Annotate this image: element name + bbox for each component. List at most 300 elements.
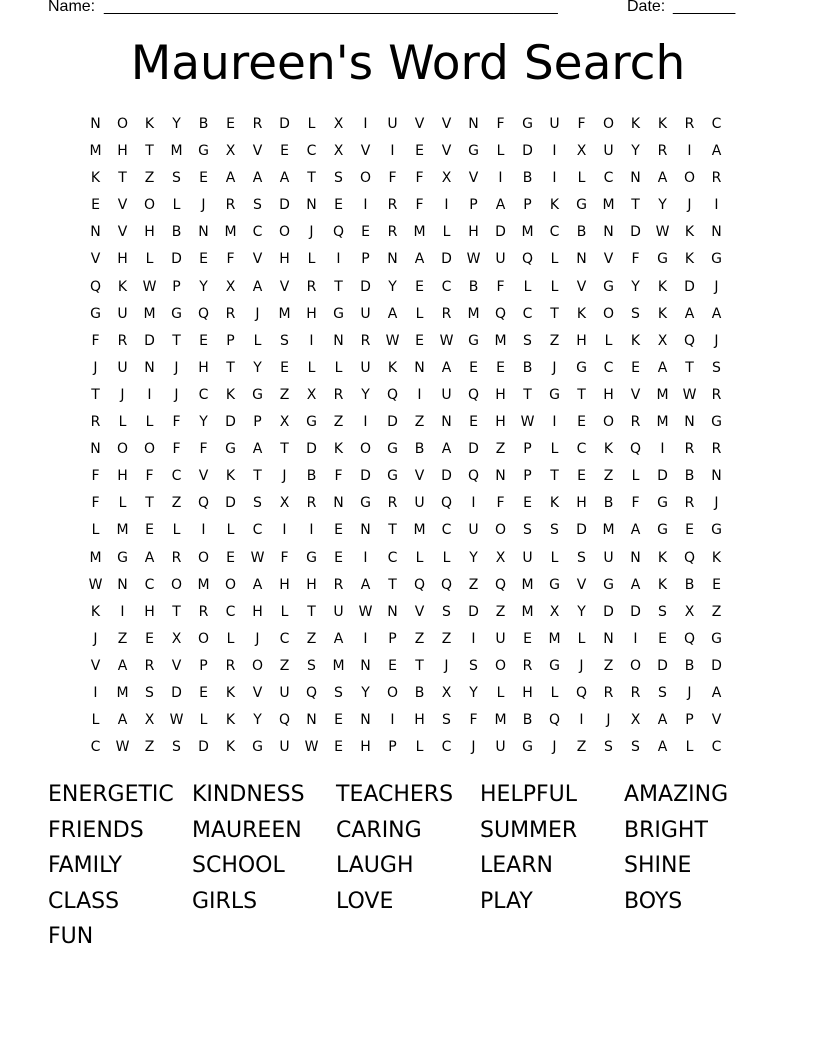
grid-letter[interactable]: L — [91, 522, 100, 539]
grid-letter[interactable]: I — [363, 549, 368, 566]
grid-letter[interactable]: R — [171, 549, 182, 566]
grid-letter[interactable]: I — [390, 712, 395, 729]
grid-letter[interactable]: F — [91, 495, 100, 512]
grid-letter[interactable]: F — [226, 251, 235, 268]
grid-letter[interactable]: J — [471, 739, 476, 756]
grid-letter[interactable]: Z — [333, 414, 344, 431]
grid-letter[interactable]: H — [144, 224, 155, 241]
grid-letter[interactable]: E — [199, 170, 208, 187]
grid-letter[interactable]: F — [172, 441, 181, 458]
grid-letter[interactable]: A — [684, 305, 695, 322]
grid-letter[interactable]: C — [549, 224, 560, 241]
grid-letter[interactable]: G — [198, 143, 209, 160]
grid-letter[interactable]: T — [550, 468, 559, 485]
grid-letter[interactable]: G — [117, 549, 128, 566]
grid-letter[interactable]: P — [523, 441, 532, 458]
grid-letter[interactable]: I — [282, 522, 287, 539]
grid-letter[interactable]: D — [603, 603, 614, 620]
grid-letter[interactable]: I — [120, 603, 125, 620]
grid-letter[interactable]: A — [441, 359, 452, 376]
grid-letter[interactable]: O — [116, 116, 129, 132]
grid-letter[interactable]: J — [714, 278, 719, 295]
grid-letter[interactable]: M — [89, 549, 102, 566]
grid-letter[interactable]: A — [117, 657, 128, 674]
grid-letter[interactable]: A — [495, 197, 506, 214]
grid-letter[interactable]: Q — [548, 712, 561, 729]
grid-letter[interactable]: Y — [199, 414, 208, 431]
grid-letter[interactable]: L — [415, 305, 424, 322]
grid-letter[interactable]: H — [306, 576, 317, 593]
grid-letter[interactable]: Y — [658, 197, 667, 214]
grid-letter[interactable]: Q — [278, 712, 291, 729]
grid-letter[interactable]: Q — [521, 251, 534, 268]
grid-letter[interactable]: O — [602, 305, 615, 322]
grid-letter[interactable]: S — [577, 549, 586, 566]
grid-letter[interactable]: E — [145, 630, 154, 647]
grid-letter[interactable]: D — [144, 332, 155, 349]
grid-letter[interactable]: E — [334, 522, 343, 539]
grid-letter[interactable]: R — [306, 495, 317, 512]
grid-letter[interactable]: O — [683, 170, 696, 187]
grid-letter[interactable]: X — [630, 712, 641, 729]
grid-letter[interactable]: M — [116, 522, 129, 539]
grid-letter[interactable]: R — [225, 657, 236, 674]
grid-letter[interactable]: E — [280, 359, 289, 376]
grid-letter[interactable]: G — [387, 468, 398, 485]
grid-letter[interactable]: Y — [361, 386, 370, 403]
grid-letter[interactable]: U — [117, 305, 128, 322]
grid-letter[interactable]: D — [630, 224, 641, 241]
grid-letter[interactable]: R — [630, 684, 641, 701]
grid-letter[interactable]: Z — [495, 441, 506, 458]
grid-letter[interactable]: G — [306, 414, 317, 431]
grid-letter[interactable]: V — [198, 468, 209, 485]
grid-letter[interactable]: T — [307, 603, 316, 620]
grid-letter[interactable]: Q — [386, 386, 399, 403]
grid-letter[interactable]: P — [226, 332, 235, 349]
grid-letter[interactable]: X — [684, 603, 695, 620]
grid-letter[interactable]: N — [684, 414, 695, 431]
grid-letter[interactable]: X — [279, 495, 290, 512]
grid-letter[interactable]: V — [711, 712, 722, 729]
grid-letter[interactable]: D — [225, 414, 236, 431]
grid-letter[interactable]: Q — [197, 305, 210, 322]
grid-letter[interactable]: N — [360, 522, 371, 539]
grid-letter[interactable]: Y — [253, 712, 262, 729]
grid-letter[interactable]: B — [684, 576, 695, 593]
grid-letter[interactable]: M — [116, 684, 129, 701]
grid-letter[interactable]: X — [549, 603, 560, 620]
grid-letter[interactable]: M — [170, 143, 183, 160]
grid-letter[interactable]: E — [631, 359, 640, 376]
grid-letter[interactable]: H — [252, 603, 263, 620]
grid-letter[interactable]: R — [225, 197, 236, 214]
grid-letter[interactable]: A — [711, 305, 722, 322]
grid-letter[interactable]: A — [657, 712, 668, 729]
grid-letter[interactable]: V — [252, 684, 263, 701]
grid-letter[interactable]: E — [577, 468, 586, 485]
grid-letter[interactable]: E — [658, 630, 667, 647]
grid-letter[interactable]: R — [684, 116, 695, 132]
grid-letter[interactable]: U — [603, 549, 614, 566]
grid-letter[interactable]: H — [117, 468, 128, 485]
grid-letter[interactable]: B — [522, 170, 533, 187]
grid-letter[interactable]: L — [415, 739, 424, 756]
grid-letter[interactable]: R — [360, 332, 371, 349]
grid-letter[interactable]: I — [417, 386, 422, 403]
grid-letter[interactable]: L — [550, 684, 559, 701]
grid-letter[interactable]: C — [90, 739, 101, 756]
grid-letter[interactable]: G — [657, 495, 668, 512]
grid-letter[interactable]: V — [117, 197, 128, 214]
grid-letter[interactable]: I — [552, 143, 557, 160]
grid-letter[interactable]: L — [334, 359, 343, 376]
grid-letter[interactable]: A — [225, 170, 236, 187]
grid-letter[interactable]: B — [684, 468, 695, 485]
grid-letter[interactable]: D — [225, 495, 236, 512]
grid-letter[interactable]: A — [630, 522, 641, 539]
grid-letter[interactable]: H — [603, 386, 614, 403]
grid-letter[interactable]: T — [253, 468, 262, 485]
grid-letter[interactable]: D — [468, 603, 479, 620]
grid-letter[interactable]: L — [91, 712, 100, 729]
grid-letter[interactable]: G — [360, 495, 371, 512]
grid-letter[interactable]: W — [682, 386, 697, 403]
grid-letter[interactable]: M — [602, 522, 615, 539]
grid-letter[interactable]: X — [333, 143, 344, 160]
grid-letter[interactable]: D — [630, 603, 641, 620]
grid-letter[interactable]: C — [252, 522, 263, 539]
grid-letter[interactable]: T — [145, 495, 154, 512]
grid-letter[interactable]: G — [576, 197, 587, 214]
grid-letter[interactable]: D — [522, 143, 533, 160]
grid-letter[interactable]: B — [414, 684, 425, 701]
grid-letter[interactable]: N — [306, 712, 317, 729]
grid-letter[interactable]: N — [495, 468, 506, 485]
grid-letter[interactable]: L — [550, 441, 559, 458]
grid-letter[interactable]: S — [523, 332, 532, 349]
grid-letter[interactable]: N — [90, 441, 101, 458]
grid-letter[interactable]: I — [309, 522, 314, 539]
grid-letter[interactable]: C — [603, 359, 614, 376]
grid-letter[interactable]: P — [685, 712, 694, 729]
grid-letter[interactable]: B — [198, 116, 209, 132]
grid-letter[interactable]: J — [93, 359, 98, 376]
grid-letter[interactable]: Z — [171, 495, 182, 512]
grid-letter[interactable]: C — [279, 630, 290, 647]
grid-letter[interactable]: I — [498, 170, 503, 187]
grid-letter[interactable]: X — [225, 143, 236, 160]
grid-letter[interactable]: O — [197, 630, 210, 647]
grid-letter[interactable]: G — [171, 305, 182, 322]
grid-letter[interactable]: T — [118, 170, 127, 187]
grid-letter[interactable]: I — [444, 197, 449, 214]
grid-letter[interactable]: K — [225, 712, 236, 729]
grid-letter[interactable]: N — [333, 332, 344, 349]
grid-letter[interactable]: X — [306, 386, 317, 403]
grid-letter[interactable]: Y — [172, 116, 181, 132]
grid-letter[interactable]: U — [468, 522, 479, 539]
grid-letter[interactable]: X — [441, 684, 452, 701]
grid-letter[interactable]: W — [520, 414, 535, 431]
grid-letter[interactable]: D — [279, 116, 290, 132]
grid-letter[interactable]: G — [252, 739, 263, 756]
grid-letter[interactable]: Y — [469, 684, 478, 701]
grid-letter[interactable]: U — [495, 630, 506, 647]
grid-letter[interactable]: H — [306, 305, 317, 322]
grid-letter[interactable]: R — [657, 143, 668, 160]
grid-letter[interactable]: D — [171, 684, 182, 701]
grid-letter[interactable]: N — [630, 170, 641, 187]
grid-letter[interactable]: I — [552, 170, 557, 187]
grid-letter[interactable]: L — [307, 116, 316, 132]
grid-letter[interactable]: F — [496, 495, 505, 512]
grid-letter[interactable]: A — [441, 441, 452, 458]
grid-letter[interactable]: I — [363, 116, 368, 132]
date-field[interactable]: _______ — [673, 0, 736, 15]
grid-letter[interactable]: I — [552, 414, 557, 431]
grid-letter[interactable]: J — [174, 386, 179, 403]
grid-letter[interactable]: G — [711, 414, 722, 431]
grid-letter[interactable]: C — [441, 278, 452, 295]
grid-letter[interactable]: O — [359, 170, 372, 187]
grid-letter[interactable]: I — [471, 495, 476, 512]
grid-letter[interactable]: S — [604, 739, 613, 756]
grid-letter[interactable]: V — [90, 657, 101, 674]
grid-letter[interactable]: H — [279, 251, 290, 268]
grid-letter[interactable]: S — [523, 522, 532, 539]
grid-letter[interactable]: Z — [144, 170, 155, 187]
grid-letter[interactable]: N — [711, 224, 722, 241]
grid-letter[interactable]: J — [174, 359, 179, 376]
grid-letter[interactable]: R — [144, 657, 155, 674]
grid-letter[interactable]: H — [414, 712, 425, 729]
grid-letter[interactable]: A — [252, 441, 263, 458]
grid-letter[interactable]: L — [442, 224, 451, 241]
grid-letter[interactable]: Z — [576, 739, 587, 756]
grid-letter[interactable]: O — [494, 522, 507, 539]
grid-letter[interactable]: W — [250, 549, 265, 566]
grid-letter[interactable]: Y — [361, 684, 370, 701]
grid-letter[interactable]: O — [602, 116, 615, 132]
grid-letter[interactable]: K — [576, 305, 587, 322]
grid-letter[interactable]: E — [91, 197, 100, 214]
grid-letter[interactable]: V — [603, 251, 614, 268]
grid-letter[interactable]: W — [88, 576, 103, 593]
grid-letter[interactable]: H — [144, 603, 155, 620]
grid-letter[interactable]: J — [552, 739, 557, 756]
grid-letter[interactable]: K — [333, 441, 344, 458]
grid-letter[interactable]: Z — [468, 576, 479, 593]
grid-letter[interactable]: L — [496, 684, 505, 701]
grid-letter[interactable]: C — [711, 116, 722, 132]
grid-letter[interactable]: Y — [469, 549, 478, 566]
grid-letter[interactable]: D — [495, 224, 506, 241]
grid-letter[interactable]: E — [280, 143, 289, 160]
grid-letter[interactable]: L — [145, 414, 154, 431]
grid-letter[interactable]: L — [631, 468, 640, 485]
grid-letter[interactable]: I — [660, 441, 665, 458]
grid-letter[interactable]: B — [684, 657, 695, 674]
grid-letter[interactable]: I — [363, 630, 368, 647]
grid-letter[interactable]: M — [197, 576, 210, 593]
grid-letter[interactable]: F — [280, 549, 289, 566]
grid-letter[interactable]: P — [523, 197, 532, 214]
grid-letter[interactable]: G — [225, 441, 236, 458]
grid-letter[interactable]: N — [90, 224, 101, 241]
grid-letter[interactable]: L — [172, 197, 181, 214]
grid-letter[interactable]: F — [415, 170, 424, 187]
grid-letter[interactable]: Y — [253, 359, 262, 376]
grid-letter[interactable]: Q — [683, 332, 696, 349]
grid-letter[interactable]: R — [387, 495, 398, 512]
grid-letter[interactable]: K — [684, 224, 695, 241]
grid-letter[interactable]: G — [549, 657, 560, 674]
grid-letter[interactable]: G — [576, 359, 587, 376]
grid-letter[interactable]: P — [388, 739, 397, 756]
grid-letter[interactable]: R — [252, 116, 263, 132]
grid-letter[interactable]: S — [442, 603, 451, 620]
grid-letter[interactable]: A — [252, 170, 263, 187]
grid-letter[interactable]: H — [495, 414, 506, 431]
grid-letter[interactable]: E — [415, 278, 424, 295]
grid-letter[interactable]: E — [712, 576, 721, 593]
grid-letter[interactable]: U — [333, 603, 344, 620]
grid-letter[interactable]: H — [360, 739, 371, 756]
grid-letter[interactable]: Z — [279, 386, 290, 403]
grid-letter[interactable]: X — [495, 549, 506, 566]
grid-letter[interactable]: M — [89, 143, 102, 160]
grid-letter[interactable]: R — [117, 332, 128, 349]
grid-letter[interactable]: K — [603, 441, 614, 458]
grid-letter[interactable]: I — [363, 414, 368, 431]
grid-letter[interactable]: T — [388, 576, 397, 593]
grid-letter[interactable]: F — [415, 197, 424, 214]
grid-letter[interactable]: J — [120, 386, 125, 403]
grid-letter[interactable]: Q — [197, 495, 210, 512]
grid-letter[interactable]: C — [576, 441, 587, 458]
grid-letter[interactable]: K — [225, 684, 236, 701]
grid-letter[interactable]: Q — [494, 305, 507, 322]
grid-letter[interactable]: B — [576, 224, 587, 241]
grid-letter[interactable]: S — [307, 657, 316, 674]
grid-letter[interactable]: V — [441, 143, 452, 160]
grid-letter[interactable]: Z — [603, 468, 614, 485]
grid-letter[interactable]: P — [361, 251, 370, 268]
grid-letter[interactable]: V — [90, 251, 101, 268]
grid-letter[interactable]: V — [630, 386, 641, 403]
grid-letter[interactable]: H — [198, 359, 209, 376]
grid-letter[interactable]: E — [226, 549, 235, 566]
grid-letter[interactable]: L — [253, 332, 262, 349]
grid-letter[interactable]: H — [468, 224, 479, 241]
grid-letter[interactable]: Q — [467, 468, 480, 485]
grid-letter[interactable]: I — [201, 522, 206, 539]
grid-letter[interactable]: D — [468, 441, 479, 458]
grid-letter[interactable]: S — [550, 522, 559, 539]
grid-letter[interactable]: H — [522, 684, 533, 701]
grid-letter[interactable]: Y — [577, 603, 586, 620]
grid-letter[interactable]: N — [468, 116, 479, 132]
grid-letter[interactable]: C — [144, 576, 155, 593]
grid-letter[interactable]: I — [390, 143, 395, 160]
grid-letter[interactable]: K — [225, 386, 236, 403]
grid-letter[interactable]: J — [687, 197, 692, 214]
grid-letter[interactable]: M — [224, 224, 237, 241]
grid-letter[interactable]: Z — [495, 603, 506, 620]
grid-letter[interactable]: F — [91, 332, 100, 349]
grid-letter[interactable]: Z — [711, 603, 722, 620]
grid-letter[interactable]: V — [576, 278, 587, 295]
grid-letter[interactable]: O — [278, 224, 291, 241]
grid-letter[interactable]: S — [469, 657, 478, 674]
grid-letter[interactable]: J — [93, 630, 98, 647]
grid-letter[interactable]: O — [143, 197, 156, 214]
grid-letter[interactable]: D — [387, 414, 398, 431]
grid-letter[interactable]: M — [413, 224, 426, 241]
grid-letter[interactable]: J — [714, 495, 719, 512]
grid-letter[interactable]: Y — [388, 278, 397, 295]
grid-letter[interactable]: A — [657, 359, 668, 376]
grid-letter[interactable]: V — [117, 224, 128, 241]
grid-letter[interactable]: F — [334, 468, 343, 485]
grid-letter[interactable]: J — [579, 657, 584, 674]
grid-letter[interactable]: Q — [494, 576, 507, 593]
grid-letter[interactable]: W — [304, 739, 319, 756]
grid-letter[interactable]: G — [549, 576, 560, 593]
grid-letter[interactable]: I — [579, 712, 584, 729]
grid-letter[interactable]: L — [415, 549, 424, 566]
grid-letter[interactable]: A — [657, 739, 668, 756]
grid-letter[interactable]: M — [413, 522, 426, 539]
grid-letter[interactable]: V — [360, 143, 371, 160]
grid-letter[interactable]: L — [307, 359, 316, 376]
grid-letter[interactable]: J — [444, 657, 449, 674]
grid-letter[interactable]: A — [252, 278, 263, 295]
grid-letter[interactable]: I — [309, 332, 314, 349]
grid-letter[interactable]: X — [225, 278, 236, 295]
grid-letter[interactable]: L — [523, 278, 532, 295]
grid-letter[interactable]: R — [711, 441, 722, 458]
grid-letter[interactable]: S — [658, 684, 667, 701]
grid-letter[interactable]: V — [252, 143, 263, 160]
grid-letter[interactable]: Q — [683, 549, 696, 566]
grid-letter[interactable]: V — [468, 170, 479, 187]
grid-letter[interactable]: V — [414, 603, 425, 620]
grid-letter[interactable]: O — [170, 576, 183, 593]
grid-letter[interactable]: V — [414, 116, 425, 132]
grid-letter[interactable]: T — [172, 332, 181, 349]
grid-letter[interactable]: S — [658, 603, 667, 620]
grid-letter[interactable]: Q — [305, 684, 318, 701]
grid-letter[interactable]: X — [171, 630, 182, 647]
grid-letter[interactable]: L — [118, 495, 127, 512]
grid-letter[interactable]: U — [279, 739, 290, 756]
grid-letter[interactable]: C — [225, 603, 236, 620]
grid-letter[interactable]: K — [684, 251, 695, 268]
grid-letter[interactable]: N — [603, 630, 614, 647]
grid-letter[interactable]: G — [711, 522, 722, 539]
grid-letter[interactable]: E — [388, 657, 397, 674]
grid-letter[interactable]: S — [172, 170, 181, 187]
grid-letter[interactable]: E — [199, 684, 208, 701]
grid-letter[interactable]: E — [226, 116, 235, 132]
grid-letter[interactable]: B — [603, 495, 614, 512]
grid-letter[interactable]: B — [522, 712, 533, 729]
grid-letter[interactable]: E — [145, 522, 154, 539]
grid-letter[interactable]: G — [711, 251, 722, 268]
grid-letter[interactable]: V — [252, 251, 263, 268]
